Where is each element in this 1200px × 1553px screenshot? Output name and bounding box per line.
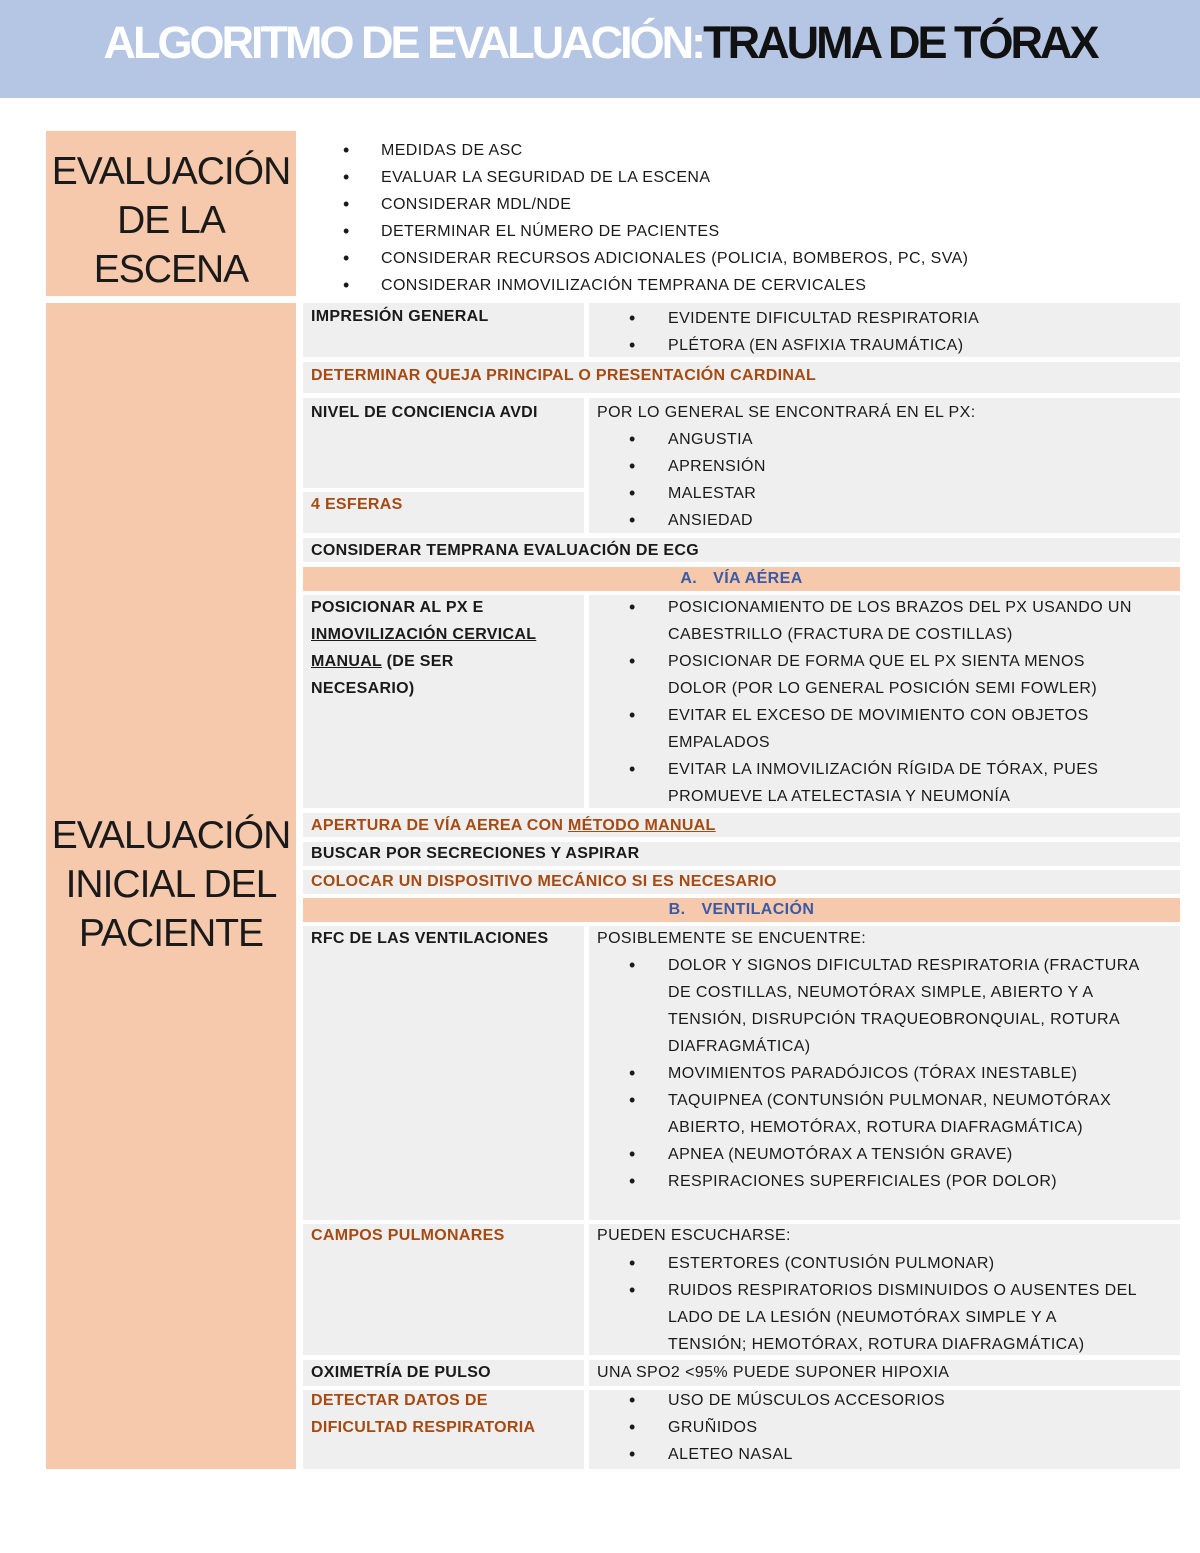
section-title: VENTILACIÓN xyxy=(701,901,815,918)
title-part-2: TRAUMA DE TÓRAX xyxy=(703,17,1097,68)
list-item: • MEDIDAS DE ASC xyxy=(342,137,968,164)
item-line: TENSIÓN; HEMOTÓRAX, ROTURA DIAFRAGMÁTICA) xyxy=(668,1336,1085,1353)
airway-position-list xyxy=(589,594,1132,810)
rfc-findings-list xyxy=(589,952,1140,1195)
item-line: ABIERTO, HEMOTÓRAX, ROTURA DIAFRAGMÁTICA) xyxy=(668,1119,1083,1136)
list-item xyxy=(589,594,1132,648)
initial-section-label xyxy=(46,303,296,1469)
scene-checklist xyxy=(342,137,968,299)
airway-opening-label xyxy=(311,812,716,839)
list-item xyxy=(589,1060,1140,1087)
chief-complaint-label: DETERMINAR QUEJA PRINCIPAL O PRESENTACIÓN CARDINAL xyxy=(311,367,817,384)
list-item: • CONSIDERAR RECURSOS ADICIONALES (POLICIA, BOMBEROS, PC, SVA) xyxy=(342,245,968,272)
list-item xyxy=(589,952,1140,1060)
list-item: • APRENSIÓN xyxy=(589,453,766,480)
suction-label: BUSCAR POR SECRECIONES Y ASPIRAR xyxy=(311,845,640,862)
scene-section-label xyxy=(46,131,296,296)
label-line: DIFICULTAD RESPIRATORIA xyxy=(311,1419,536,1436)
item-line: • EVITAR EL EXCESO DE MOVIMIENTO CON OBJETOS xyxy=(668,707,1089,724)
item-line: • DOLOR Y SIGNOS DIFICULTAD RESPIRATORIA (FRACTURA xyxy=(668,957,1140,974)
list-item: • EVIDENTE DIFICULTAD RESPIRATORIA xyxy=(589,305,979,332)
item-line: • POSICIONAMIENTO DE LOS BRAZOS DEL PX USANDO UN xyxy=(668,599,1132,616)
list-item: • PLÉTORA (EN ASFIXIA TRAUMÁTICA) xyxy=(589,332,979,359)
pulse-oximetry-text: UNA SPO2 <95% PUEDE SUPONER HIPOXIA xyxy=(597,1364,950,1381)
list-item xyxy=(589,702,1132,756)
label-line: ESCENA xyxy=(93,248,249,291)
lung-fields-intro: PUEDEN ESCUCHARSE: xyxy=(597,1227,791,1244)
list-item xyxy=(589,648,1132,702)
list-item: • ANGUSTIA xyxy=(589,426,766,453)
item-line: DIAFRAGMÁTICA) xyxy=(668,1038,811,1055)
item-line: • POSICIONAR DE FORMA QUE EL PX SIENTA MENOS xyxy=(668,653,1085,670)
avdi-intro: POR LO GENERAL SE ENCONTRARÁ EN EL PX: xyxy=(597,404,976,421)
item-line: • RESPIRACIONES SUPERFICIALES (POR DOLOR) xyxy=(668,1173,1058,1190)
list-item xyxy=(589,1250,1137,1277)
lung-fields-label: CAMPOS PULMONARES xyxy=(311,1227,505,1244)
item-line: TENSIÓN, DISRUPCIÓN TRAQUEOBRONQUIAL, ROTURA xyxy=(668,1011,1121,1028)
label-line: INMOVILIZACIÓN CERVICAL xyxy=(311,626,537,643)
section-letter: A. xyxy=(680,570,698,587)
spheres-label: 4 ESFERAS xyxy=(311,496,403,513)
item-line: CABESTRILLO (FRACTURA DE COSTILLAS) xyxy=(668,626,1013,643)
position-patient-label xyxy=(311,594,536,702)
list-item: • GRUÑIDOS xyxy=(589,1414,945,1441)
list-item: • ALETEO NASAL xyxy=(589,1441,945,1468)
list-item xyxy=(589,1168,1140,1195)
airway-section-header xyxy=(303,567,1180,591)
label-line: NECESARIO) xyxy=(311,680,415,697)
item-line: • APNEA (NEUMOTÓRAX A TENSIÓN GRAVE) xyxy=(668,1146,1013,1163)
label-line: POSICIONAR AL PX E xyxy=(311,599,484,616)
label-line: DE LA xyxy=(117,199,225,242)
pulse-oximetry-label: OXIMETRÍA DE PULSO xyxy=(311,1364,491,1381)
list-item: • DETERMINAR EL NÚMERO DE PACIENTES xyxy=(342,218,968,245)
list-item: • CONSIDERAR INMOVILIZACIÓN TEMPRANA DE CERVICALES xyxy=(342,272,968,299)
section-title: VÍA AÉREA xyxy=(713,570,803,587)
item-line: DE COSTILLAS, NEUMOTÓRAX SIMPLE, ABIERTO Y A xyxy=(668,984,1094,1001)
label-line xyxy=(311,648,536,675)
item-line: • TAQUIPNEA (CONTUNSIÓN PULMONAR, NEUMOTÓRAX xyxy=(668,1092,1112,1109)
underlined-text: MANUAL xyxy=(311,653,382,670)
avdi-label: NIVEL DE CONCIENCIA AVDI xyxy=(311,404,538,421)
list-item: • USO DE MÚSCULOS ACCESORIOS xyxy=(589,1387,945,1414)
title-banner xyxy=(0,0,1200,98)
rfc-label: RFC DE LAS VENTILACIONES xyxy=(311,930,549,947)
label-text: (DE SER xyxy=(381,653,454,670)
ecg-label: CONSIDERAR TEMPRANA EVALUACIÓN DE ECG xyxy=(311,542,700,559)
avdi-findings-list xyxy=(589,426,766,534)
list-item: • ANSIEDAD xyxy=(589,507,766,534)
item-line: LADO DE LA LESIÓN (NEUMOTÓRAX SIMPLE Y A xyxy=(668,1309,1057,1326)
label-line: DETECTAR DATOS DE xyxy=(311,1392,488,1409)
label-line: EVALUACIÓN xyxy=(51,150,291,193)
list-item: • MALESTAR xyxy=(589,480,766,507)
label-line: PACIENTE xyxy=(78,912,264,955)
item-line: • MOVIMIENTOS PARADÓJICOS (TÓRAX INESTABLE) xyxy=(668,1065,1078,1082)
list-item xyxy=(589,1141,1140,1168)
general-impression-list xyxy=(589,305,979,359)
page-title xyxy=(0,17,1200,69)
section-letter: B. xyxy=(668,901,686,918)
list-item xyxy=(589,1277,1137,1358)
label-text: APERTURA DE VÍA AEREA CON xyxy=(311,817,569,834)
cell-bg xyxy=(303,926,584,1220)
list-item: • EVALUAR LA SEGURIDAD DE LA ESCENA xyxy=(342,164,968,191)
item-line: PROMUEVE LA ATELECTASIA Y NEUMONÍA xyxy=(668,788,1011,805)
respiratory-distress-list xyxy=(589,1387,945,1468)
title-part-1: ALGORITMO DE EVALUACIÓN: xyxy=(103,17,704,68)
mechanical-device-label: COLOCAR UN DISPOSITIVO MECÁNICO SI ES NECESARIO xyxy=(311,873,777,890)
rfc-intro: POSIBLEMENTE SE ENCUENTRE: xyxy=(597,930,867,947)
manual-method-text: MÉTODO MANUAL xyxy=(568,817,716,834)
general-impression-label: IMPRESIÓN GENERAL xyxy=(311,308,489,325)
item-line: DOLOR (POR LO GENERAL POSICIÓN SEMI FOWLER) xyxy=(668,680,1098,697)
list-item xyxy=(589,1087,1140,1141)
label-line: EVALUACIÓN xyxy=(51,814,291,857)
item-line: • RUIDOS RESPIRATORIOS DISMINUIDOS O AUSENTES DEL xyxy=(668,1282,1137,1299)
list-item: • CONSIDERAR MDL/NDE xyxy=(342,191,968,218)
lung-fields-list xyxy=(589,1250,1137,1358)
label-line: INICIAL DEL xyxy=(65,863,277,906)
list-item xyxy=(589,756,1132,810)
item-line: EMPALADOS xyxy=(668,734,770,751)
item-line: • ESTERTORES (CONTUSIÓN PULMONAR) xyxy=(668,1255,995,1272)
respiratory-distress-label xyxy=(311,1387,535,1441)
item-line: • EVITAR LA INMOVILIZACIÓN RÍGIDA DE TÓRAX, PUES xyxy=(668,761,1099,778)
ventilation-section-header xyxy=(303,898,1180,922)
